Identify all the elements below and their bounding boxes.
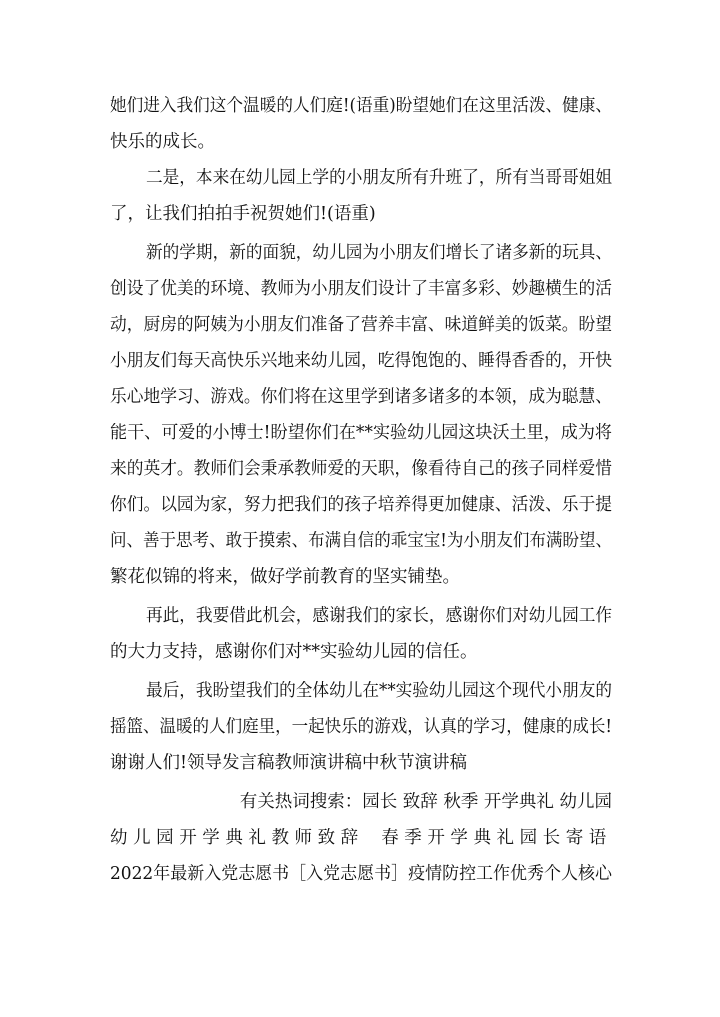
hot-search-keywords: 有关热词搜索：园长 致辞 秋季 开学典礼 幼儿园 [239, 792, 612, 812]
text-line: 创设了优美的环境、教师为小朋友们设计了丰富多彩、妙趣横生的活 [110, 279, 612, 299]
text-line: 新的学期，新的面貌，幼儿园为小朋友们增长了诸多新的玩具、 [146, 243, 612, 263]
text-line: 摇篮、温暖的人们庭里，一起快乐的游戏，认真的学习，健康的成长! [110, 717, 612, 737]
text-line: 动，厨房的阿姨为小朋友们准备了营养丰富、味道鲜美的饭菜。盼望 [110, 315, 612, 335]
text-line: 她们进入我们这个温暖的人们庭!(语重)盼望她们在这里活泼、健康、 [110, 96, 612, 116]
text-line: 谢谢人们!领导发言稿教师演讲稿中秋节演讲稿 [110, 753, 468, 773]
text-line: 的大力支持，感谢你们对**实验幼儿园的信任。 [110, 642, 478, 662]
related-article-links: 2022年最新入党志愿书［入党志愿书］疫情防控工作优秀个人核心 [110, 864, 612, 884]
text-line: 二是，本来在幼儿园上学的小朋友所有升班了，所有当哥哥姐姐 [146, 168, 612, 188]
text-line: 问、善于思考、敢于摸索、布满自信的乖宝宝!为小朋友们布满盼望、 [110, 531, 612, 551]
text-line: 小朋友们每天高快乐兴地来幼儿园，吃得饱饱的、睡得香香的，开快 [110, 351, 612, 371]
text-line: 最后，我盼望我们的全体幼儿在**实验幼儿园这个现代小朋友的 [146, 681, 612, 701]
text-line: 乐心地学习、游戏。你们将在这里学到诸多诸多的本领，成为聪慧、 [110, 387, 612, 407]
text-line: 快乐的成长。 [110, 132, 215, 152]
text-line: 你们。以园为家，努力把我们的孩子培养得更加健康、活泼、乐于提 [110, 495, 612, 515]
text-line: 再此，我要借此机会，感谢我们的家长，感谢你们对幼儿园工作 [146, 606, 612, 626]
text-line: 能干、可爱的小博士!盼望你们在**实验幼儿园这块沃土里，成为将 [110, 423, 612, 443]
related-article-links: 幼 儿 园 开 学 典 礼 教 师 致 辞 春 季 开 学 典 礼 园 长 寄 语 [110, 828, 607, 848]
text-line: 了，让我们拍拍手祝贺她们!(语重) [110, 204, 376, 224]
text-line: 来的英才。教师们会秉承教师爱的天职，像看待自己的孩子同样爱惜 [110, 459, 612, 479]
text-line: 繁花似锦的将来，做好学前教育的坚实铺垫。 [110, 567, 460, 587]
